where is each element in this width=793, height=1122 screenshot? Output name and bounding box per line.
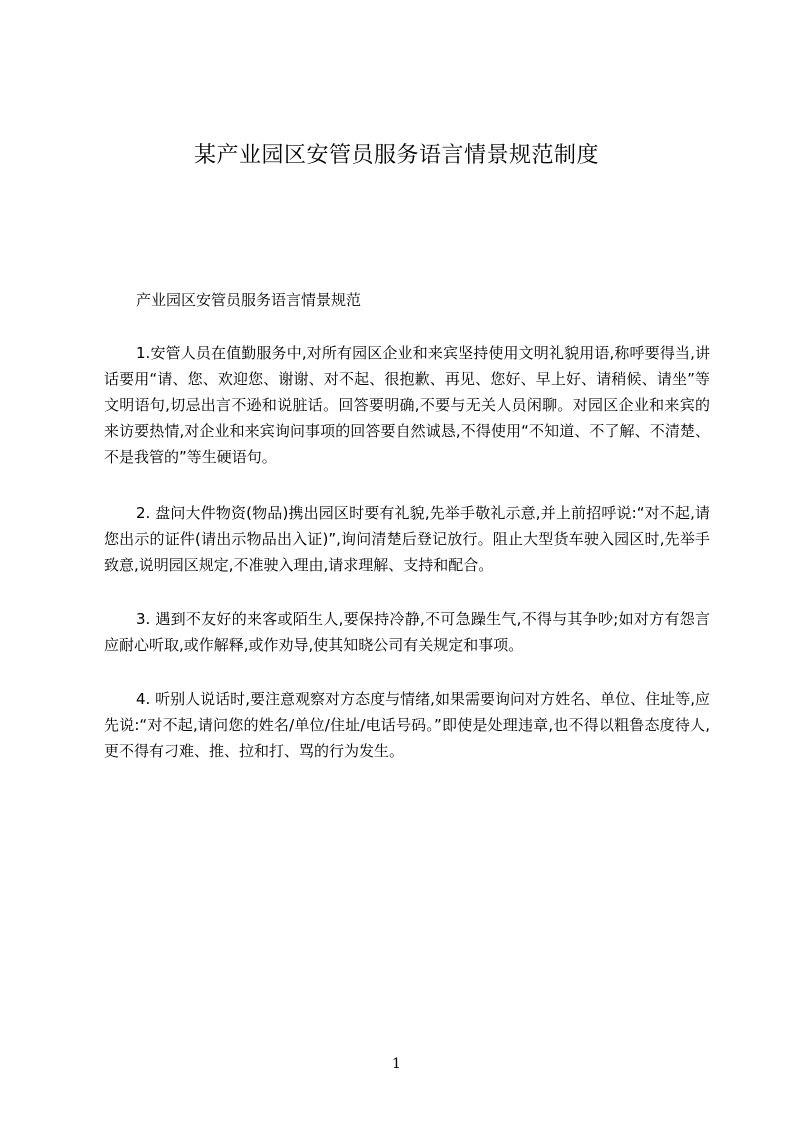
paragraph-2: 2. 盘问大件物资(物品)携出园区时要有礼貌,先举手敬礼示意,并上前招呼说:“对不起,请您出示的证件(请出示物品出入证)”,询问清楚后登记放行。阻止大型货车驶入园区时,先举手致意,说明园区规定,不准驶入理由,请求理解、支持和配合。 [104,504,710,574]
paragraph-4: 4. 听别人说话时,要注意观察对方态度与情绪,如果需要询问对方姓名、单位、住址等,应先说:“对不起,请问您的姓名/单位/住址/电话号码。”即使是处理违章,也不得以粗鲁态度待人,更不得有刁难、推、拉和打、骂的行为发生。 [104,690,710,760]
paragraph-3: 3. 遇到不友好的来客或陌生人,要保持冷静,不可急躁生气,不得与其争吵;如对方有怨言应耐心听取,或作解释,或作劝导,使其知晓公司有关规定和事项。 [104,610,710,654]
document-subtitle: 产业园区安管员服务语言情景规范 [136,291,362,309]
document-title: 某产业园区安管员服务语言情景规范制度 [193,143,599,168]
paragraph-1: 1.安管人员在值勤服务中,对所有园区企业和来宾坚持使用文明礼貌用语,称呼要得当,讲话要用“请、您、欢迎您、谢谢、对不起、很抱歉、再见、您好、早上好、请稍候、请坐”等文明语句,切忌出言不逊和说脏话。回答要明确,不要与无关人员闲聊。对园区企业和来宾的来访要热情,对企业和来宾询问事项的回答要自然诚恳,不得使用“不知道、不了解、不清楚、不是我管的”等生硬语句。 [104,344,710,466]
page-number: 1 [392,1056,401,1072]
